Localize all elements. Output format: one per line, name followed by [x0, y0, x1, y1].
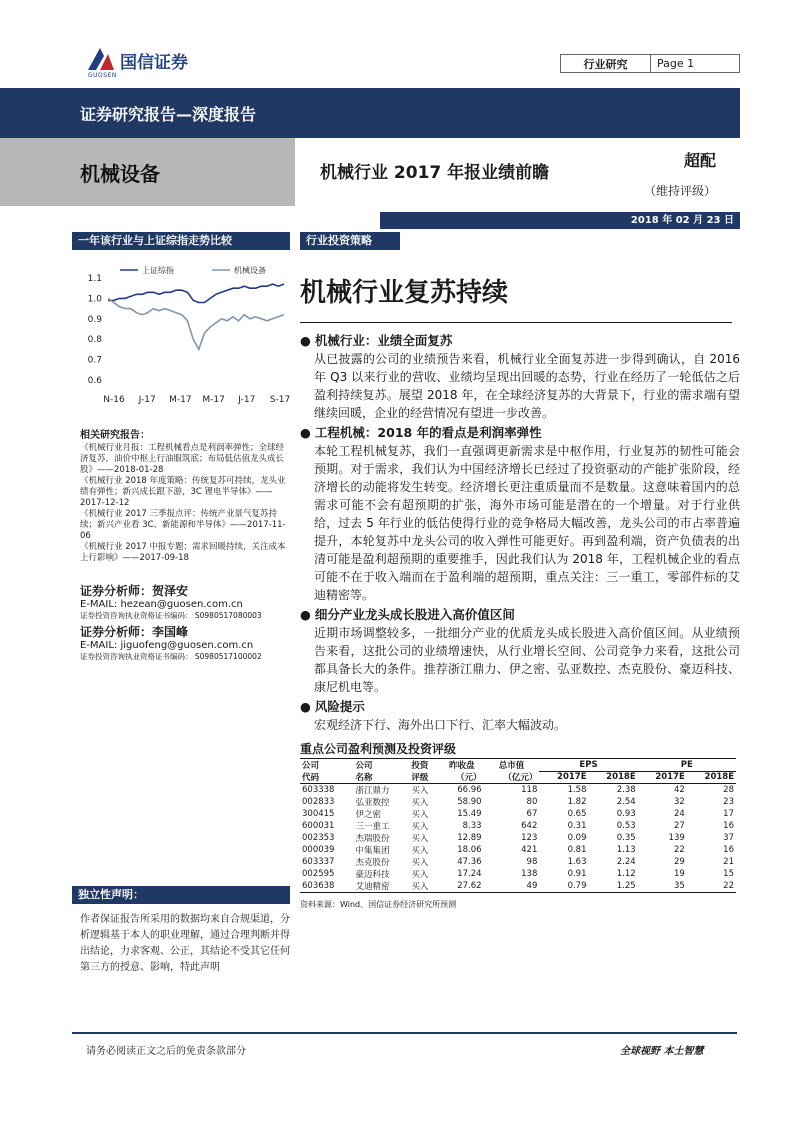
- table-cell: 17.24: [457, 869, 482, 879]
- table-header: 评级: [411, 773, 429, 783]
- table-cell: 66.96: [457, 785, 482, 795]
- table-row: [300, 868, 736, 880]
- table-cell: 8.33: [462, 821, 482, 831]
- rating-label: 超配: [684, 151, 717, 170]
- table-row: [300, 796, 736, 808]
- report-type: 证券研究报告—深度报告: [80, 105, 257, 124]
- related-item: 《机械行业 2017 中报专题：需求回暖持续，关注成本上行影响》——2017-09-18: [80, 542, 286, 563]
- guosen-logo-icon: [86, 44, 116, 72]
- section-paragraph: 宏观经济下行、海外出口下行、汇率大幅波动。: [314, 718, 567, 732]
- footer-slogan: 全球视野 本土智慧: [620, 1046, 704, 1057]
- table-cell: 买入: [411, 810, 429, 820]
- table-cell: 2.24: [616, 857, 636, 867]
- legend-label: 机械设备: [234, 266, 266, 275]
- x-tick-label: M-17: [169, 395, 192, 405]
- analyst-block: [80, 582, 295, 662]
- analyst-email: E-MAIL: jiguofeng@guosen.com.cn: [80, 640, 254, 651]
- table-row: [300, 784, 736, 797]
- analyst-email: E-MAIL: hezean@guosen.com.cn: [80, 599, 243, 610]
- series-line: [108, 284, 284, 302]
- industry-name: 机械设备: [80, 162, 160, 186]
- table-header: 总市值: [498, 761, 525, 771]
- analyst-name: 证券分析师：李国峰: [80, 625, 189, 639]
- table-cell: 买入: [411, 858, 429, 868]
- y-tick-label: 1.1: [87, 274, 102, 284]
- table-cell: 19: [673, 869, 685, 879]
- analyst-name: 证券分析师：贺泽安: [80, 584, 189, 598]
- table-cell: 22: [673, 845, 685, 855]
- y-tick-label: 0.8: [87, 335, 102, 346]
- table-cell: 买入: [411, 882, 429, 892]
- table-cell: 豪迈科技: [355, 870, 390, 880]
- table-cell: 伊之密: [355, 810, 382, 820]
- table-cell: 49: [526, 881, 538, 891]
- table-row: [300, 844, 736, 856]
- table-row: [300, 880, 736, 893]
- table-cell: 1.13: [616, 845, 636, 855]
- related-item: 《机械行业月报：工程机械看点是利润率弹性；全球经济复苏，油价中枢上行油服筑底；布局低估值龙头成长股》——2018-01-28: [80, 443, 285, 475]
- table-cell: 弘亚数控: [355, 798, 390, 808]
- table-cell: 15.49: [457, 809, 482, 819]
- analyst-cert: 证券投资咨询执业资格证书编码： S0980517100002: [80, 652, 262, 661]
- table-cell: 买入: [411, 870, 429, 880]
- table-header: 代码: [302, 773, 320, 783]
- footer-rule: [72, 1032, 737, 1034]
- y-tick-label: 1.0: [87, 294, 102, 305]
- table-title: 重点公司盈利预测及投资评级: [300, 742, 457, 756]
- meta-page: Page 1: [657, 57, 695, 70]
- table-row: [300, 820, 736, 832]
- table-cell: 42: [673, 785, 685, 795]
- series-line: [108, 298, 284, 349]
- table-cell: 0.93: [616, 809, 636, 819]
- table-cell: 28: [723, 785, 734, 795]
- table-cell: 买入: [411, 822, 429, 832]
- table-cell: 47.36: [457, 857, 482, 867]
- forecast-table: [300, 758, 736, 910]
- table-cell: 603338: [302, 785, 335, 795]
- table-cell: 中集集团: [355, 846, 390, 856]
- table-header: 投资: [411, 761, 429, 771]
- table-cell: 12.89: [457, 833, 482, 843]
- table-cell: 0.65: [567, 809, 587, 819]
- table-header: 公司: [355, 761, 373, 771]
- table-cell: 18.06: [457, 845, 482, 855]
- table-cell: 2.54: [616, 797, 636, 807]
- table-cell: 1.63: [567, 857, 587, 867]
- y-tick-label: 0.9: [87, 314, 102, 325]
- table-header: 2017E: [557, 772, 587, 783]
- x-tick-label: N-16: [103, 395, 125, 405]
- table-cell: 杰瑞股份: [355, 834, 390, 844]
- table-cell: 16: [723, 821, 734, 831]
- table-cell: 35: [673, 881, 685, 891]
- brand-name: 国信证券: [120, 53, 188, 73]
- table-cell: 三一重工: [355, 822, 390, 832]
- table-cell: 23: [723, 797, 734, 807]
- report-date: 2018 年 02 月 23 日: [380, 212, 740, 229]
- independence-title: 独立性声明：: [72, 886, 290, 904]
- table-cell: 16: [723, 845, 734, 855]
- table-cell: 艾迪精密: [355, 882, 390, 892]
- table-row: [300, 856, 736, 868]
- table-cell: 22: [723, 881, 734, 891]
- table-cell: 0.81: [567, 845, 587, 855]
- related-title: 相关研究报告：: [80, 430, 150, 441]
- table-cell: 80: [526, 797, 538, 807]
- table-cell: 2.38: [616, 785, 636, 795]
- chart-section-label: 一年该行业与上证综指走势比较: [72, 232, 290, 250]
- table-header: 昨收盘: [449, 761, 475, 771]
- y-tick-label: 0.6: [87, 376, 102, 386]
- related-item: 《机械行业 2017 三季报点评：传统产业景气复苏持续；新兴产业看 3C、新能源和半导体》——2017-11-06: [80, 509, 286, 541]
- table-cell: 0.09: [567, 833, 587, 843]
- table-cell: 603337: [302, 857, 335, 867]
- table-cell: 0.79: [567, 881, 587, 891]
- table-cell: 002833: [302, 797, 335, 807]
- table-cell: 15: [723, 869, 734, 879]
- table-cell: 21: [723, 857, 734, 867]
- table-cell: 买入: [411, 846, 429, 856]
- table-header: 公司: [302, 761, 320, 771]
- table-cell: 002595: [302, 869, 335, 879]
- table-header: （亿元）: [503, 773, 538, 783]
- table-cell: 29: [673, 857, 685, 867]
- table-cell: 0.35: [616, 833, 636, 843]
- table-cell: 杰克股份: [355, 858, 390, 868]
- y-tick-label: 0.7: [87, 355, 102, 366]
- table-cell: 1.25: [616, 881, 636, 891]
- section-heading: ● 工程机械：2018 年的看点是利润率弹性: [300, 424, 740, 442]
- trend-chart: [76, 262, 290, 412]
- table-cell: 1.58: [567, 785, 587, 795]
- x-tick-label: S-17: [269, 395, 290, 405]
- table-header: 名称: [355, 773, 373, 783]
- table-cell: 0.91: [567, 869, 587, 879]
- footer-disclaimer: 请务必阅读正文之后的免责条款部分: [86, 1046, 246, 1057]
- brand-en: GUOSEN: [88, 72, 117, 79]
- table-cell: 139: [668, 833, 685, 843]
- x-tick-label: J-17: [238, 395, 256, 405]
- meta-category: 行业研究: [561, 55, 651, 72]
- table-cell: 32: [673, 797, 685, 807]
- table-cell: 0.31: [567, 821, 587, 831]
- table-cell: 买入: [411, 786, 429, 796]
- table-cell: 98: [526, 857, 538, 867]
- table-cell: 138: [521, 869, 538, 879]
- table-header: PE: [638, 759, 736, 772]
- section-paragraph: 从已披露的公司的业绩预告来看，机械行业全面复苏进一步得到确认，自 2016 年 Q3 以来行业的营收、业绩均呈现出回暖的态势，行业在经历了一轮低估之后盈利持续复苏。展望 2018 年，在全球经济复苏的大背景下，行业的需求端有望继续回暖，企业的经营情况有望进一步改善。: [314, 352, 740, 420]
- analyst-cert: 证券投资咨询执业资格证书编码： S0980517080003: [80, 611, 262, 620]
- table-cell: 600031: [302, 821, 335, 831]
- table-cell: 27.62: [457, 881, 482, 891]
- table-header: 2018E: [704, 772, 734, 783]
- table-cell: 123: [521, 833, 538, 843]
- table-cell: 58.90: [457, 797, 482, 807]
- section-heading: ● 细分产业龙头成长股进入高价值区间: [300, 606, 740, 624]
- table-cell: 27: [673, 821, 685, 831]
- table-cell: 0.53: [616, 821, 636, 831]
- table-header: EPS: [539, 759, 637, 772]
- table-header: 2018E: [606, 772, 636, 783]
- table-header: （元）: [456, 773, 482, 783]
- meta-box: [560, 54, 740, 73]
- independence-text: 作者保证报告所采用的数据均来自合规渠道，分析逻辑基于本人的职业理解，通过合理判断并得出结论，力求客观、公正，其结论不受其它任何第三方的授意、影响，特此声明: [80, 914, 290, 973]
- title-rule: [300, 322, 732, 323]
- table-row: [300, 808, 736, 820]
- table-cell: 002353: [302, 833, 335, 843]
- section-paragraph: 本轮工程机械复苏，我们一直强调更新需求是中枢作用，行业复苏的韧性可能会预期。对于需求，我们认为中国经济增长已经过了投资驱动的产能扩张阶段，经济增长的动能将发生转变。经济增长更注重质量而不是数量。这意味着国内的总需求可能不会有超预期的扩张，海外市场可能是潜在的一个增量。对于行业供给，过去 5 年行业的低估使得行业的竞争格局大幅改善，龙头公司的市占率普遍提升，本轮复苏中龙头公司的收入弹性可能更好。再到盈利端，资产负债表的出清可能是盈利超预期的重要推手，因此我们认为 2018 年，工程机械企业的看点可能不在于收入端而在于盈利端的超预期，重点关注：三一重工，零部件标的艾迪精密等。: [314, 444, 740, 602]
- rating-note: （维持评级）: [644, 184, 717, 198]
- table-cell: 买入: [411, 798, 429, 808]
- section-label: 行业投资策略: [300, 232, 400, 250]
- x-tick-label: M-17: [202, 395, 225, 405]
- table-cell: 1.12: [616, 869, 636, 879]
- main-title: 机械行业复苏持续: [300, 278, 509, 308]
- table-cell: 24: [673, 809, 685, 819]
- section-heading: ● 机械行业：业绩全面复苏: [300, 332, 740, 350]
- table-cell: 1.82: [567, 797, 587, 807]
- doc-title: 机械行业 2017 年报业绩前瞻: [320, 163, 550, 183]
- table-cell: 37: [723, 833, 734, 843]
- table-cell: 67: [526, 809, 538, 819]
- table-cell: 118: [521, 785, 538, 795]
- body-text: [300, 330, 740, 734]
- table-source: 资料来源：Wind、国信证券经济研究所预测: [300, 900, 457, 909]
- section-heading: ● 风险提示: [300, 698, 740, 716]
- x-tick-label: J-17: [138, 395, 156, 405]
- table-cell: 浙江鼎力: [355, 786, 390, 796]
- table-header: 2017E: [655, 772, 685, 783]
- legend-label: 上证综指: [142, 266, 174, 275]
- table-cell: 603638: [302, 881, 335, 891]
- table-cell: 17: [723, 809, 734, 819]
- table-cell: 300415: [302, 809, 335, 819]
- related-item: 《机械行业 2018 年度策略：传统复苏可持续，龙头业绩有弹性；新兴成长跟下游，3C 锂电半导体》——2017-12-12: [80, 476, 286, 508]
- table-cell: 000039: [302, 845, 335, 855]
- table-cell: 买入: [411, 834, 429, 844]
- section-paragraph: 近期市场调整较多，一批细分产业的优质龙头成长股进入高价值区间。从业绩预告来看，这批公司的业绩增速快，从行业增长空间、公司竞争力来看，这批公司都具备长大的条件。推荐浙江鼎力、伊之密、弘亚数控、杰克股份、豪迈科技、康尼机电等。: [314, 626, 740, 694]
- table-cell: 421: [521, 845, 538, 855]
- table-cell: 642: [521, 821, 538, 831]
- table-row: [300, 832, 736, 844]
- related-reports: [80, 426, 290, 564]
- forecast-table-grid: [300, 758, 736, 893]
